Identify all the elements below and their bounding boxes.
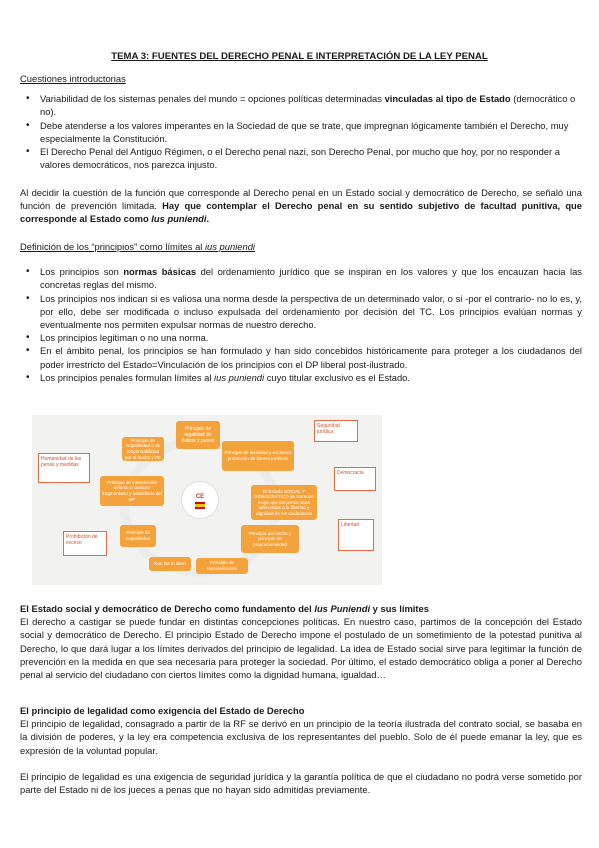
center-label: CE xyxy=(195,494,205,500)
list-item xyxy=(20,371,582,384)
list-item: • Debe atenderse a los valores imperantes en la Sociedad de que se trate, que impregnan lógicamente también el Derecho, muy especialmente la Constitución. xyxy=(20,119,582,145)
cuestiones-section xyxy=(20,72,582,171)
bold-italic-text: Ius puniendi xyxy=(151,213,207,225)
label-libertad: Libertad xyxy=(338,519,374,551)
list-item: • El Derecho Penal del Antiguo Régimen, o el Derecho penal nazi, son Derecho Penal, por mucho que hoy, por no responder a valores democráticos, nos parezca injusto. xyxy=(20,145,582,171)
principle-culpabilidad: Principio de culpabilidad xyxy=(120,525,156,547)
estado-social-heading xyxy=(20,602,582,615)
list-item xyxy=(20,92,582,118)
flag-icon xyxy=(195,502,205,509)
page-title: TEMA 3: FUENTES DEL DERECHO PENAL E INTERPRETACIÓN DE LA LEY PENAL xyxy=(111,51,488,62)
italic-text: ius puniendi xyxy=(214,371,265,383)
principle-hecho-proporcionalidad: Principio del hecho y principio de proporcionalidad xyxy=(241,525,299,553)
principle-non-bis-in-idem: Non bis in idem xyxy=(149,557,191,571)
principle-intervencion-minima: Principio de intervención mínima o carácter fragmentario y subsidiario del DP xyxy=(100,476,164,506)
bold-text: Hay que contemplar el Derecho penal en su sentido subjetivo de facultad punitiva, que corresponde al Estado como xyxy=(20,200,582,225)
text: Definición de los “principios” como límites al xyxy=(20,241,205,252)
list-item: • En el ámbito penal, los principios se han formulado y han sido concebidos históricamente para proteger a los ciudadanos del poder irrestricto del Estado=Vinculación de los principios con el DP liberal post-ilustrado. xyxy=(20,344,582,370)
estado-social-text: El derecho a castigar se puede fundar en distintas concepciones políticas. En nuestro caso, partimos de la concepción del Estado social y democrático de Derecho. El principio Estado de Derecho impone el postulado de un sometimiento de la potestad punitiva al Derecho, lo que dará lugar a los límites derivados del principio de legalidad. La idea de Estado social sirve para legitimar la función de prevención en la medida en que sea necesaria para proteger la sociedad. Por último, el estado democrático obliga a poner al Derecho penal al servicio del ciudadano con ciertos límites como la dignidad humana, igualdad… xyxy=(20,616,582,681)
legalidad-p1: El principio de legalidad, consagrado a partir de la RF se derivó en un principio de la teoría ilustrada del contrato social, se basaba en la división de poderes, y la ley era competencia exclusiva de los representantes del pueblo. Solo de él puede emanar la ley, que es expresión de la voluntad popular. xyxy=(20,718,582,756)
text: Los principios son xyxy=(40,266,124,278)
definicion-list xyxy=(20,265,582,384)
list-item: • Los principios nos indican si es valiosa una norma desde la perspectiva de un determinado valor, o si -por el contrario- no lo es, y, por ello, debe ser modificada o incluso expulsada del ordenamiento por decisión del TC. Los principios evalúan normas y eventualmente nos permiten expulsar normas de nuestro derecho. xyxy=(20,292,582,332)
text: . xyxy=(206,213,210,225)
estado-social-section xyxy=(20,602,582,681)
text: Los principios penales formulan límites al xyxy=(40,371,215,383)
definicion-section xyxy=(20,240,582,384)
cuestiones-heading: Cuestiones introductorias xyxy=(20,73,126,84)
principle-legalidad: Principio de legalidad de delitos y penas xyxy=(176,421,220,449)
text: (democrático o no). xyxy=(40,93,576,118)
legalidad-p2: El principio de legalidad es una exigencia de seguridad jurídica y la garantía política de que el ciudadano no podrá verse sometido por parte del Estado ni de los jueces a penas que no hayan sido admitidas previamente. xyxy=(20,770,582,796)
label-prohibicion-exceso: Prohibición de exceso xyxy=(63,531,107,556)
text: del ordenamiento jurídico que se inspiran en los valores y que los encauzan hacia las concretas reglas del mismo. xyxy=(40,266,582,291)
legalidad-section xyxy=(20,704,582,796)
principle-lesividad: Principio de lesividad y exclusiva protección de bienes jurídicos xyxy=(222,441,294,471)
label-seguridad-juridica: Seguridad jurídica xyxy=(314,420,358,442)
text: cuyo titular exclusivo es el Estado. xyxy=(264,371,410,383)
bold-text: normas básicas xyxy=(123,266,197,278)
cuestiones-list xyxy=(20,92,582,171)
label-democracia: Democracia xyxy=(334,467,376,491)
diagram-center xyxy=(181,481,219,519)
italic-text: Ius Puniendi xyxy=(314,603,371,614)
definicion-heading xyxy=(20,240,582,253)
italic-text: ius puniendi xyxy=(204,241,256,252)
text: Al decidir la cuestión de la función que corresponde al Derecho penal en un Estado social y democrático de Derecho, se señaló una función de prevención limitada. xyxy=(20,187,582,212)
list-item xyxy=(20,265,582,291)
principle-resocializacion: Principio de resocialización xyxy=(196,558,248,574)
principle-culpabilidad-hecho: Principio de culpabilidad o de responsabilidad por el hecho y PE xyxy=(122,437,164,461)
bold-text: vinculadas al tipo de Estado xyxy=(384,93,511,105)
legalidad-heading: El principio de legalidad como exigencia del Estado de Derecho xyxy=(20,705,305,716)
text: Variabilidad de los sistemas penales del mundo = opciones políticas determinadas xyxy=(40,93,385,105)
text: y sus límites xyxy=(370,603,429,614)
label-humanidad: Humanidad de las penas y medidas xyxy=(38,453,90,483)
principle-estado-social: El Estado SOCIAL Y DEMOCRÁTICO de Derecho exige que las penas sean adecuadas a la libertad y dignidad de los ciudadanos xyxy=(251,485,317,520)
list-item: • Los principios legitiman o no una norma. xyxy=(20,331,582,344)
text: El Estado social y democrático de Derecho como fundamento del xyxy=(20,603,315,614)
intro-paragraph xyxy=(20,186,582,226)
